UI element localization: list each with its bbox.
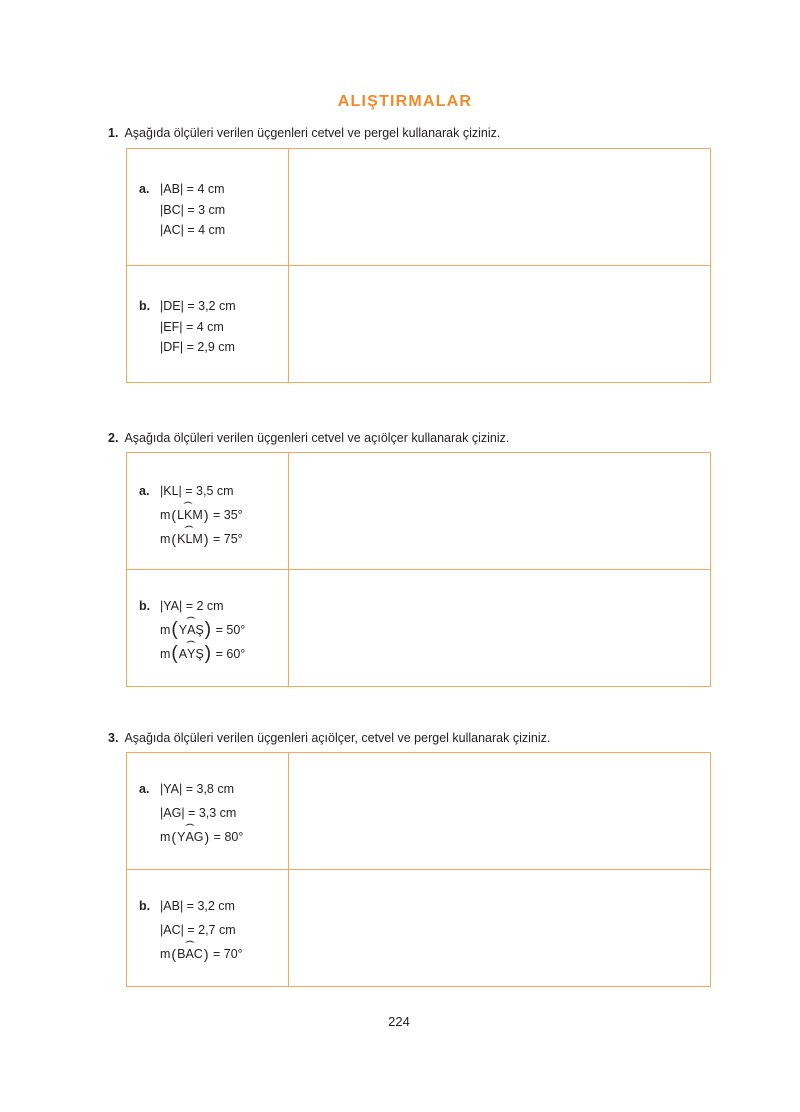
segment-name: | DE |: [160, 299, 184, 313]
given-cell: [127, 266, 289, 382]
segment-value: = 4 cm: [185, 319, 224, 334]
exercise-row: [127, 453, 710, 569]
item-1b: [139, 296, 236, 358]
item-label: b.: [139, 899, 151, 913]
segment-name: | BC |: [160, 203, 184, 217]
angle-prefix: m: [160, 532, 171, 546]
segment-value: = 3,3 cm: [188, 806, 237, 820]
drawing-area[interactable]: [289, 453, 710, 569]
segment-name: | AC |: [160, 223, 184, 237]
angle-expression: m ( K ˆ L M ): [160, 532, 209, 546]
exercise-row: [127, 265, 710, 382]
item-label: a.: [139, 182, 150, 197]
segment-value: = 3,2 cm: [187, 299, 236, 314]
exercise-table-2: [126, 452, 711, 687]
item-1a: [139, 179, 225, 241]
angle-expression: m ( Y ˆ A G ): [160, 830, 210, 844]
angle-point: C: [193, 947, 203, 961]
segment-name: | AC |: [160, 923, 184, 937]
question-1: [108, 125, 500, 141]
drawing-area[interactable]: [289, 266, 710, 382]
item-3b: [139, 894, 243, 966]
angle-vertex: ˆ A: [185, 947, 193, 961]
angle-point: K: [177, 532, 186, 546]
angle-value: = 70°: [212, 947, 243, 961]
item-label: a.: [139, 782, 150, 796]
page-number: 224: [388, 1014, 410, 1029]
item-label: a.: [139, 484, 150, 498]
given-cell: [127, 870, 289, 986]
exercise-table-1: [126, 148, 711, 383]
segment-value: = 2 cm: [185, 599, 224, 613]
segment-value: = 4 cm: [187, 223, 226, 238]
segment-name: | YA |: [160, 782, 182, 796]
segment-value: = 2,9 cm: [186, 340, 235, 355]
item-2b: [139, 594, 245, 666]
exercise-table-3: [126, 752, 711, 987]
angle-point: B: [177, 947, 186, 961]
question-number: 1.: [108, 126, 119, 140]
angle-value: = 60°: [215, 647, 246, 661]
angle-point: Ş: [195, 647, 204, 661]
angle-value: = 80°: [213, 830, 244, 844]
item-3a: [139, 777, 243, 849]
angle-value: = 35°: [212, 508, 243, 522]
given-cell: [127, 453, 289, 569]
segment-name: | DF |: [160, 340, 183, 354]
angle-expression: m ( Y ˆ A Ş ): [160, 621, 212, 640]
angle-vertex: ˆ Y: [187, 647, 195, 661]
angle-point: G: [193, 830, 204, 844]
angle-expression: m ( A ˆ Y Ş ): [160, 645, 212, 664]
drawing-area[interactable]: [289, 870, 710, 986]
question-text: Aşağıda ölçüleri verilen üçgenleri açıölçer, cetvel ve pergel kullanarak çiziniz.: [124, 731, 551, 745]
angle-vertex: ˆ K: [184, 508, 192, 522]
angle-expression: m ( L ˆ K M ): [160, 508, 209, 522]
question-number: 3.: [108, 731, 119, 745]
drawing-area[interactable]: [289, 753, 710, 869]
angle-vertex: ˆ A: [187, 623, 195, 637]
angle-prefix: m: [160, 647, 171, 661]
segment-value: = 3,8 cm: [185, 782, 235, 796]
item-label: b.: [139, 299, 151, 314]
question-3: [108, 730, 550, 746]
angle-point: L: [177, 508, 185, 522]
drawing-area[interactable]: [289, 149, 710, 265]
angle-expression: m ( B ˆ A C ): [160, 947, 209, 961]
drawing-area[interactable]: [289, 570, 710, 686]
angle-vertex: ˆ A: [185, 830, 193, 844]
segment-value: = 3 cm: [187, 202, 226, 217]
question-text: Aşağıda ölçüleri verilen üçgenleri cetvel ve açıölçer kullanarak çiziniz.: [124, 431, 510, 445]
segment-name: | AG |: [160, 806, 185, 820]
segment-value: = 3,5 cm: [185, 484, 234, 498]
angle-vertex: ˆ L: [185, 532, 192, 546]
segment-value: = 4 cm: [186, 182, 225, 197]
question-number: 2.: [108, 431, 119, 445]
exercise-row: [127, 569, 710, 686]
given-cell: [127, 753, 289, 869]
exercise-row: [127, 869, 710, 986]
segment-name: | YA |: [160, 599, 182, 613]
page-title: ALIŞTIRMALAR: [337, 93, 473, 110]
segment-name: | AB |: [160, 899, 183, 913]
angle-prefix: m: [160, 830, 171, 844]
segment-value: = 3,2 cm: [186, 899, 235, 913]
angle-point: M: [192, 508, 203, 522]
angle-value: = 75°: [212, 532, 243, 546]
angle-point: Ş: [195, 623, 204, 637]
question-text: Aşağıda ölçüleri verilen üçgenleri cetvel ve pergel kullanarak çiziniz.: [124, 126, 501, 140]
angle-value: = 50°: [215, 623, 246, 637]
exercise-row: [127, 149, 710, 265]
angle-prefix: m: [160, 947, 171, 961]
segment-name: | EF |: [160, 320, 182, 334]
angle-prefix: m: [160, 508, 171, 522]
segment-value: = 2,7 cm: [187, 923, 236, 937]
item-2a: [139, 479, 243, 551]
given-cell: [127, 149, 289, 265]
segment-name: | AB |: [160, 182, 183, 196]
question-2: [108, 430, 509, 446]
angle-point: M: [192, 532, 203, 546]
given-cell: [127, 570, 289, 686]
angle-point: A: [178, 647, 188, 661]
segment-name: | KL |: [160, 484, 182, 498]
angle-prefix: m: [160, 623, 171, 637]
angle-point: Y: [178, 623, 188, 637]
item-label: b.: [139, 599, 151, 613]
angle-point: Y: [177, 830, 186, 844]
exercise-row: [127, 753, 710, 869]
